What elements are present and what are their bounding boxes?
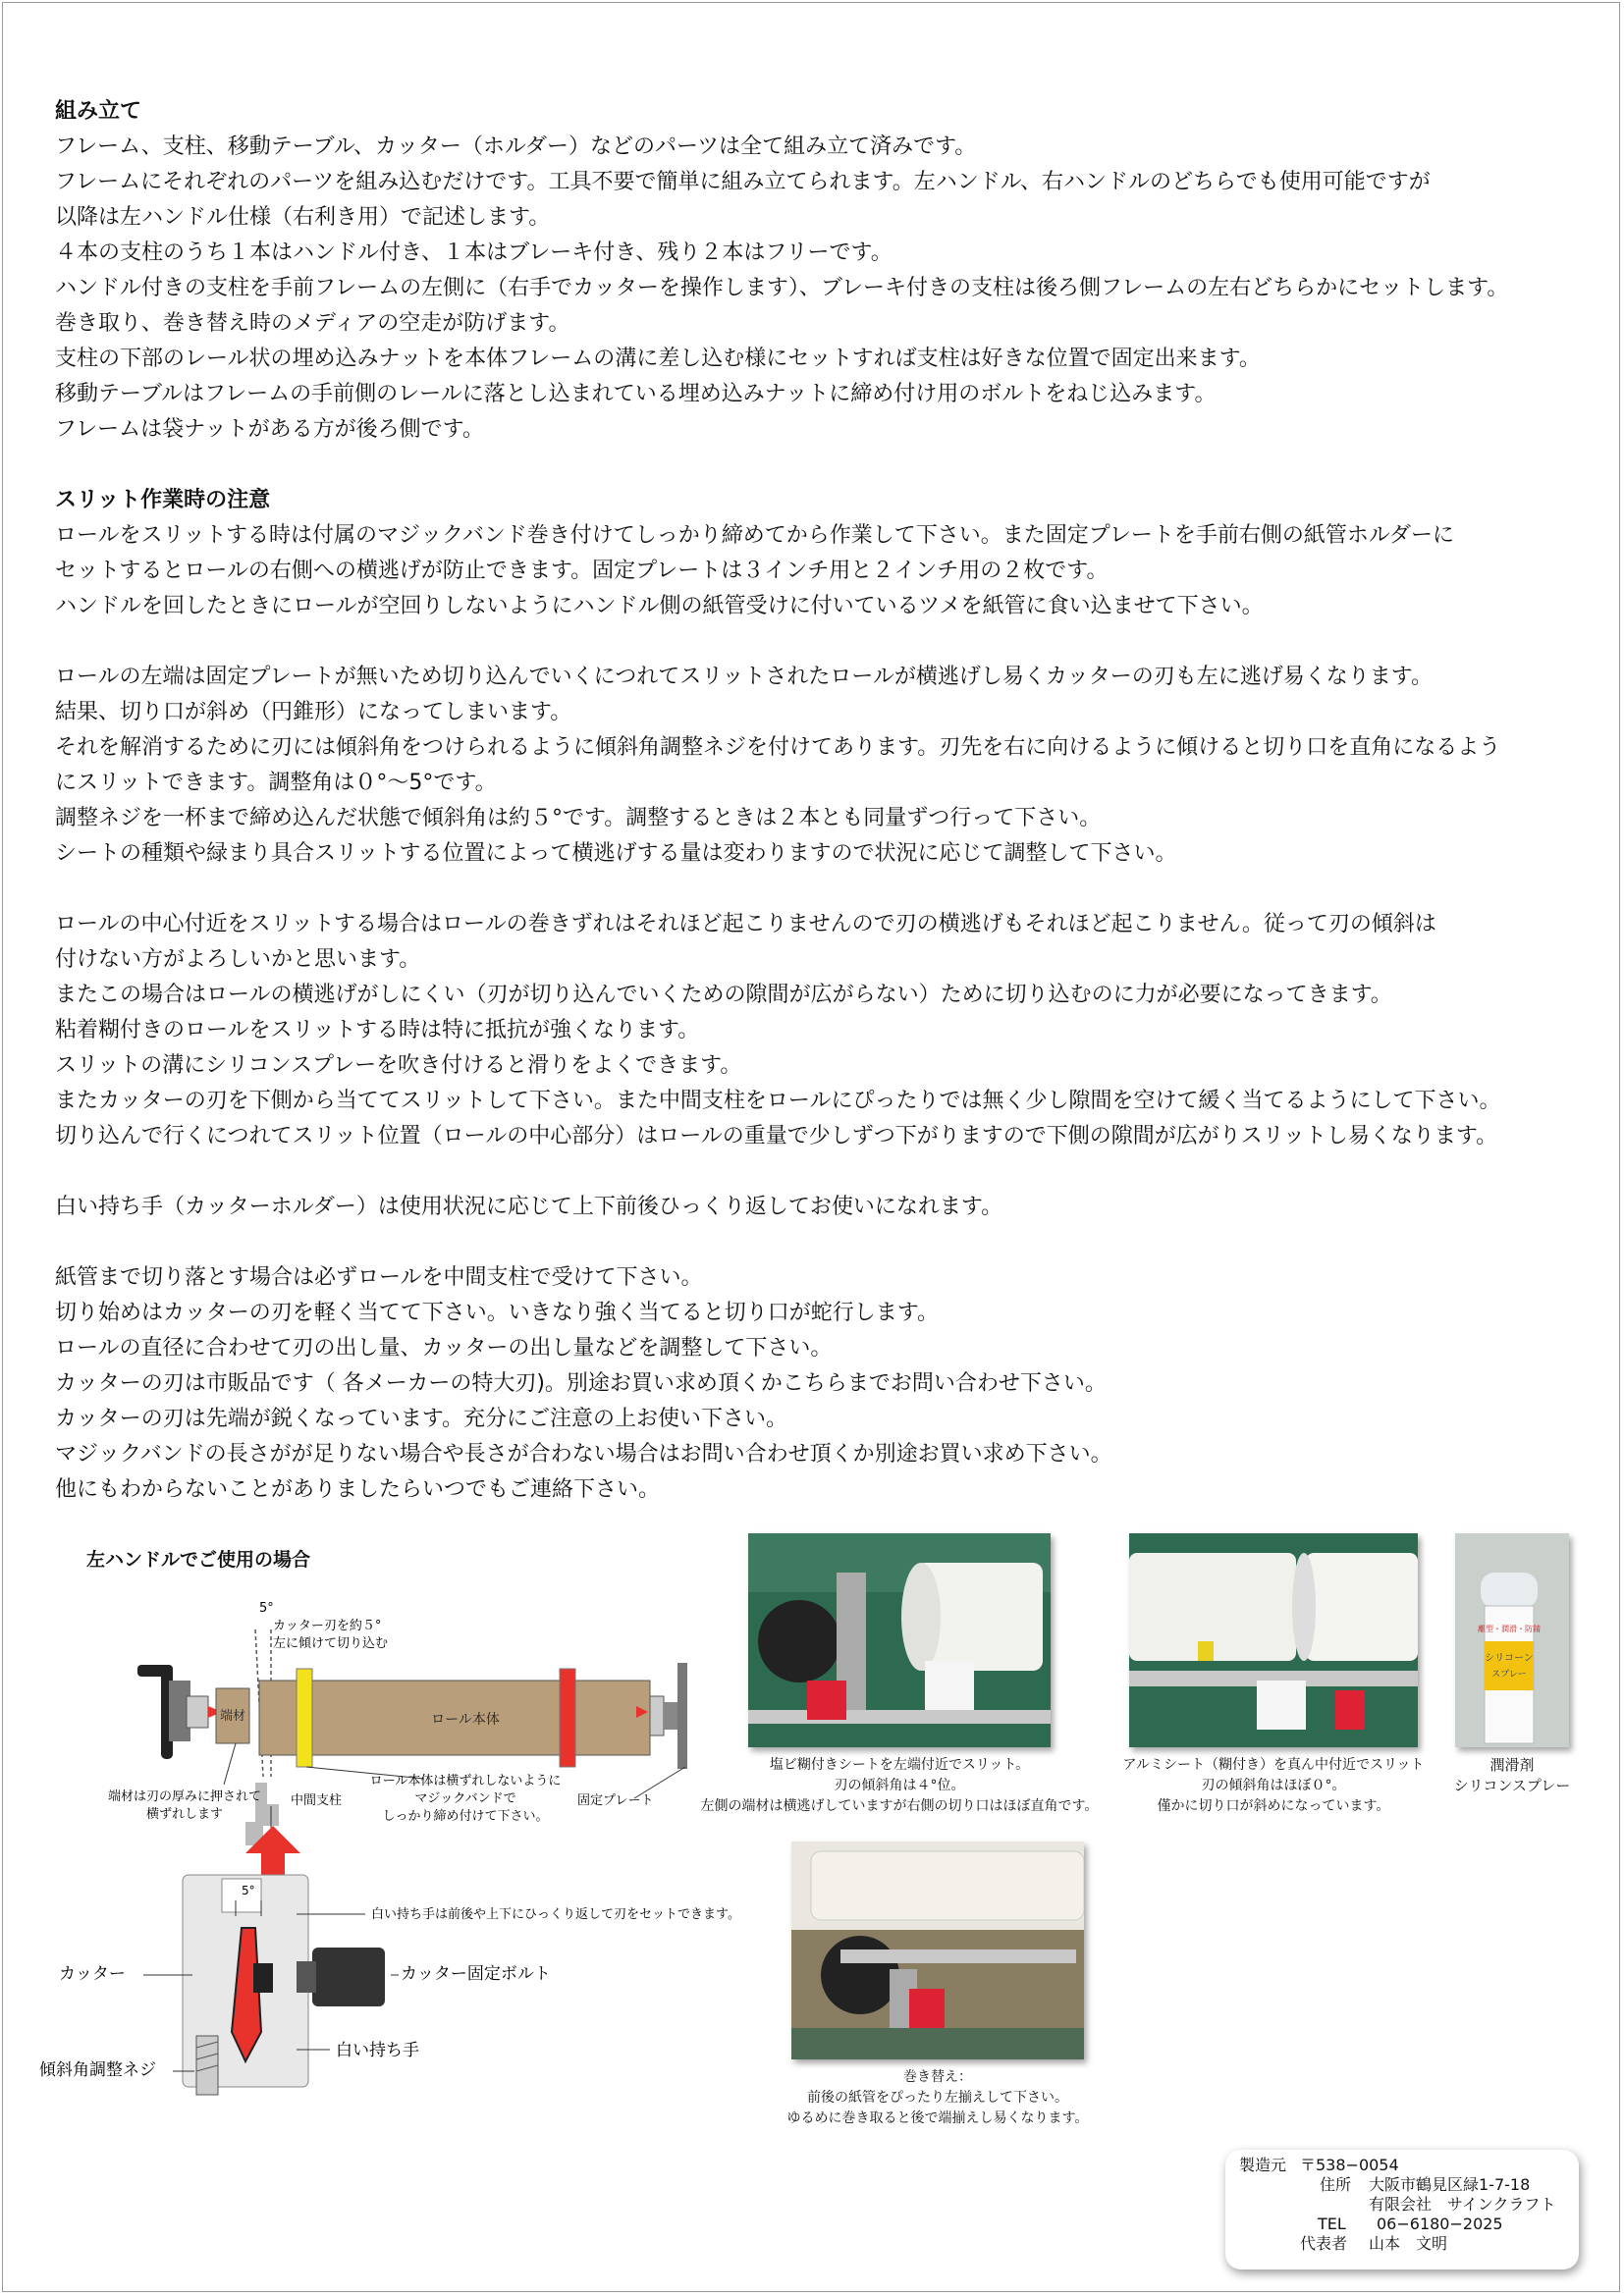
text-line: 紙管まで切り落とす場合は必ずロールを中間支柱で受けて下さい。 — [55, 1265, 703, 1290]
maker-postal: 〒538−0054 — [1300, 2156, 1399, 2174]
text-line: 結果、切り口が斜め（円錐形）になってしまいます。 — [55, 700, 572, 724]
address-label: 住所 — [1320, 2175, 1352, 2194]
text-line: それを解消するために刃には傾斜角をつけられるように傾斜角調整ネジを付けてあります。刃先を右に向けるように傾けると切り口を直角になるよう — [55, 735, 1501, 760]
caption-line: 潤滑剤 — [1489, 1756, 1535, 1774]
text-line: 以降は左ハンドル仕様（右利き用）で記述します。 — [55, 205, 551, 230]
photo2-caption — [1100, 1755, 1447, 1817]
caption-line: シリコンスプレー — [1453, 1777, 1571, 1794]
text-line: 切り込んで行くにつれてスリット位置（ロールの中心部分）はロールの重量で少しずつ下がりますので下側の隙間が広がりスリットし易くなります。 — [55, 1124, 1498, 1148]
caption-line: アルミシート（糊付き）を真ん中付近でスリット — [1122, 1757, 1425, 1773]
caption-line: 巻き替え： — [903, 2069, 972, 2085]
text-line: フレームにそれぞれのパーツを組み込むだけです。工具不要で簡単に組み立てられます。左ハンドル、右ハンドルのどちらでも使用可能ですが — [55, 170, 1431, 194]
white-handle-label: 白い持ち手 — [336, 2041, 419, 2060]
text-line: またこの場合はロールの横逃げがしにくい（刃が切り込んでいくための隙間が広がらない）ために切り込むのに力が必要になってきます。 — [55, 983, 1392, 1007]
text-line: マジックバンドの長さがが足りない場合や長さが合わない場合はお問い合わせ頂くか別途お買い求め下さい。 — [55, 1442, 1112, 1467]
red-band — [560, 1669, 575, 1767]
middle-support-label: 中間支柱 — [291, 1793, 343, 1808]
caption-line: ゆるめに巻き取ると後で端揃えし易くなります。 — [786, 2110, 1089, 2126]
text-line: 移動テーブルはフレームの手前側のレールに落とし込まれている埋め込みナットに締め付け用のボルトをねじ込みます。 — [55, 382, 1217, 406]
text-line: カッターの刃は市販品です（ 各メーカーの特大刃)。別途お買い求め頂くかこちらまでお問い合わせ下さい。 — [55, 1371, 1107, 1396]
holder-angle-label: 5° — [242, 1884, 255, 1897]
text-line: ４本の支柱のうち１本はハンドル付き、１本はブレーキ付き、残り２本はフリーです。 — [55, 240, 893, 265]
diagram-title: 左ハンドルでご使用の場合 — [86, 1549, 311, 1571]
text-line: ロールの中心付近をスリットする場合はロールの巻きずれはそれほど起こりませんので刃の横逃げもそれほど起こりません。従って刃の傾斜は — [55, 912, 1436, 936]
text-line: 粘着糊付きのロールをスリットする時は特に抵抗が強くなります。 — [55, 1018, 700, 1042]
maker-info-box — [1225, 2150, 1579, 2269]
text-line: シートの種類や緑まり具合スリットする位置によって横逃げする量は変わりますので状況に応じて調整して下さい。 — [55, 841, 1177, 866]
text-line: ハンドルを回したときにロールが空回りしないようにハンドル側の紙管受けに付いているツメを紙管に食い込ませて下さい。 — [55, 594, 1264, 618]
photo-rewind — [791, 1842, 1084, 2059]
text-line: フレームは袋ナットがある方が後ろ側です。 — [55, 417, 484, 442]
band-note-1: ロール本体は横ずれしないように — [369, 1774, 562, 1789]
text-line: ロールの左端は固定プレートが無いため切り込んでいくにつれてスリットされたロールが横逃げし易くカッターの刃も左に逃げ易くなります。 — [55, 665, 1433, 689]
tilt-screw — [196, 2036, 218, 2095]
text-line: またカッターの刃を下側から当ててスリットして下さい。また中間支柱をロールにぴったりでは無く少し隙間を空けて緩く当てるようにして下さい。 — [55, 1089, 1501, 1113]
maker-rep: 山本 文明 — [1369, 2234, 1448, 2253]
blade-note-1: カッター刃を約５° — [273, 1619, 382, 1633]
crank-handle-icon — [137, 1665, 208, 1759]
angle-label: 5° — [259, 1601, 274, 1616]
maker-address: 大阪市鶴見区緑1-7-18 — [1369, 2175, 1531, 2194]
photo-left-end-slit — [748, 1533, 1051, 1747]
photo-center-slit — [1129, 1533, 1418, 1747]
assembly-heading: 組み立て — [55, 99, 142, 124]
text-line: カッターの刃は先端が鋭くなっています。充分にご注意の上お使い下さい。 — [55, 1407, 788, 1431]
text-line: ロールをスリットする時は付属のマジックバンド巻き付けてしっかり締めてから作業して下さい。また固定プレートを手前右側の紙管ホルダーに — [55, 523, 1454, 548]
end-scrap-label: 端材 — [219, 1709, 246, 1724]
text-line: にスリットできます。調整角は０°～5°です。 — [55, 771, 497, 795]
maker-company: 有限会社 サインクラフト — [1369, 2195, 1556, 2214]
holder-note: 白い持ち手は前後や上下にひっくり返して刃をセットできます。 — [371, 1907, 740, 1922]
photo1-caption — [689, 1755, 1110, 1817]
instruction-text — [55, 94, 1616, 1508]
text-line: ロールの直径に合わせて刃の出し量、カッターの出し量などを調整して下さい。 — [55, 1336, 833, 1361]
photo-silicone-spray — [1455, 1533, 1569, 1747]
band-note-2: マジックバンドで — [414, 1791, 516, 1806]
yellow-band — [297, 1669, 312, 1767]
caption-line: 刃の傾斜角は４°位。 — [834, 1778, 965, 1793]
blade-note-2: 左に傾けて切り込む — [273, 1636, 389, 1651]
caption-line: 塩ビ糊付きシートを左端付近でスリット。 — [769, 1757, 1030, 1773]
caption-line: 前後の紙管をぴったり左揃えして下さい。 — [807, 2090, 1068, 2106]
text-line: 白い持ち手（カッターホルダー）は使用状況に応じて上下前後ひっくり返してお使いになれます。 — [55, 1195, 1003, 1219]
maker-tel: 06−6180−2025 — [1377, 2215, 1503, 2233]
slitter-diagram — [39, 1571, 785, 2120]
spray-label-1: 離型・潤滑・防錆 — [1478, 1625, 1541, 1633]
text-line: 支柱の下部のレール状の埋め込みナットを本体フレームの溝に差し込む様にセットすれば支柱は好きな位置で固定出来ます。 — [55, 347, 1261, 371]
caption-line: 刃の傾斜角はほぼ０°。 — [1201, 1778, 1346, 1793]
text-line: ハンドル付きの支柱を手前フレームの左側に（右手でカッターを操作します）、ブレーキ付きの支柱は後ろ側フレームの左右どちらかにセットします。 — [55, 276, 1509, 300]
slit-heading: スリット作業時の注意 — [55, 488, 271, 512]
text-line: スリットの溝にシリコンスプレーを吹き付けると滑りをよくできます。 — [55, 1053, 742, 1078]
caption-line: 僅かに切り口が斜めになっています。 — [1157, 1798, 1390, 1814]
fix-bolt-label: カッター固定ボルト — [401, 1964, 551, 1984]
caption-line: 左側の端材は横逃げしていますが右側の切り口はほぼ直角です。 — [700, 1798, 1099, 1814]
maker-label: 製造元 — [1239, 2156, 1287, 2174]
fixed-plate-label: 固定プレート — [577, 1793, 654, 1808]
text-line: セットするとロールの右側への横逃げが防止できます。固定プレートは３インチ用と２インチ用の２枚です。 — [55, 559, 1109, 583]
tel-label: TEL — [1318, 2215, 1346, 2233]
text-line: 付けない方がよろしいかと思います。 — [55, 947, 421, 972]
photo4-caption — [746, 2067, 1129, 2129]
text-line: 切り始めはカッターの刃を軽く当てて下さい。いきなり強く当てると切り口が蛇行します。 — [55, 1301, 940, 1325]
band-note-3: しっかり締め付けて下さい。 — [382, 1809, 549, 1824]
fix-bolt — [312, 1948, 385, 2006]
end-note-2: 横ずれします — [145, 1807, 224, 1822]
text-line: 調整ネジを一杯まで締め込んだ状態で傾斜角は約５°です。調整するときは２本とも同量ずつ行って下さい。 — [55, 806, 1102, 830]
spray-label-2: シリコーン — [1485, 1653, 1534, 1664]
fixed-plate — [677, 1663, 687, 1769]
end-note-1: 端材は刃の厚みに押されて — [107, 1789, 262, 1804]
cutter-label: カッター — [59, 1964, 126, 1984]
rep-label: 代表者 — [1300, 2234, 1348, 2253]
text-line: フレーム、支柱、移動テーブル、カッター（ホルダー）などのパーツは全て組み立て済みです。 — [55, 134, 977, 159]
photo3-caption — [1443, 1755, 1581, 1796]
roll-body-label: ロール本体 — [431, 1712, 500, 1728]
text-line: 巻き取り、巻き替え時のメディアの空走が防げます。 — [55, 311, 570, 336]
tilt-screw-label: 傾斜角調整ネジ — [39, 2060, 156, 2080]
text-line: 他にもわからないことがありましたらいつでもご連絡下さい。 — [55, 1477, 661, 1502]
spray-label-3: スプレー — [1491, 1670, 1527, 1680]
